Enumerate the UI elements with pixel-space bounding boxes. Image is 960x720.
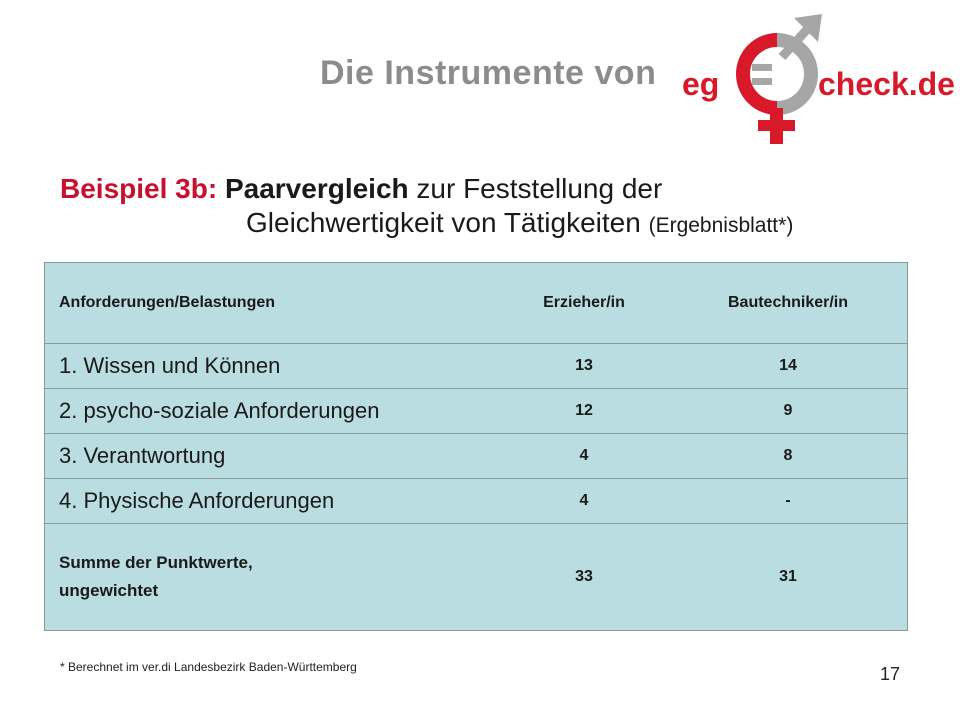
gender-equality-icon	[722, 12, 832, 147]
logo-text-eg: eg	[682, 66, 720, 102]
page-number: 17	[880, 664, 901, 684]
subtitle-line2: Gleichwertigkeit von Tätigkeiten	[246, 207, 641, 238]
page-header-title: Die Instrumente von	[320, 54, 657, 92]
subtitle-note: (Ergebnisblatt*)	[648, 214, 794, 237]
column-header-erzieher: Erzieher/in	[543, 294, 625, 311]
value-erzieher: 4	[499, 434, 669, 479]
footnote: * Berechnet im ver.di Landesbezirk Baden-Württemberg	[60, 660, 357, 674]
sum-bautechniker: 31	[669, 524, 908, 631]
value-bautechniker: -	[669, 479, 908, 524]
value-bautechniker: 9	[669, 389, 908, 434]
value-bautechniker: 8	[669, 434, 908, 479]
subtitle-method: Paarvergleich	[224, 173, 409, 204]
results-table	[44, 262, 908, 631]
table-row	[45, 479, 908, 524]
logo-text-check: check.de	[818, 66, 955, 102]
table-row	[45, 344, 908, 389]
criterion-label: 1. Wissen und Können	[45, 344, 500, 389]
sum-label-line1: Summe der Punktwerte,	[59, 553, 253, 572]
egcheck-logo	[682, 12, 955, 147]
sum-row	[45, 524, 908, 631]
value-erzieher: 13	[499, 344, 669, 389]
table-header-row	[45, 263, 908, 344]
column-header-bautechniker: Bautechniker/in	[727, 294, 849, 311]
subtitle-prefix: Beispiel 3b:	[60, 173, 218, 204]
sum-label	[45, 524, 500, 631]
table-row	[45, 389, 908, 434]
sum-label-line2: ungewichtet	[59, 581, 159, 600]
criterion-label: 3. Verantwortung	[45, 434, 500, 479]
column-header-criteria: Anforderungen/Belastungen	[59, 294, 276, 311]
subtitle-line1-rest: zur Feststellung der	[416, 173, 663, 204]
value-bautechniker: 14	[669, 344, 908, 389]
criterion-label: 2. psycho-soziale Anforderungen	[45, 389, 500, 434]
slide-subtitle	[60, 172, 794, 238]
criterion-label: 4. Physische Anforderungen	[45, 479, 500, 524]
value-erzieher: 12	[499, 389, 669, 434]
value-erzieher: 4	[499, 479, 669, 524]
table-row	[45, 434, 908, 479]
sum-erzieher: 33	[499, 524, 669, 631]
